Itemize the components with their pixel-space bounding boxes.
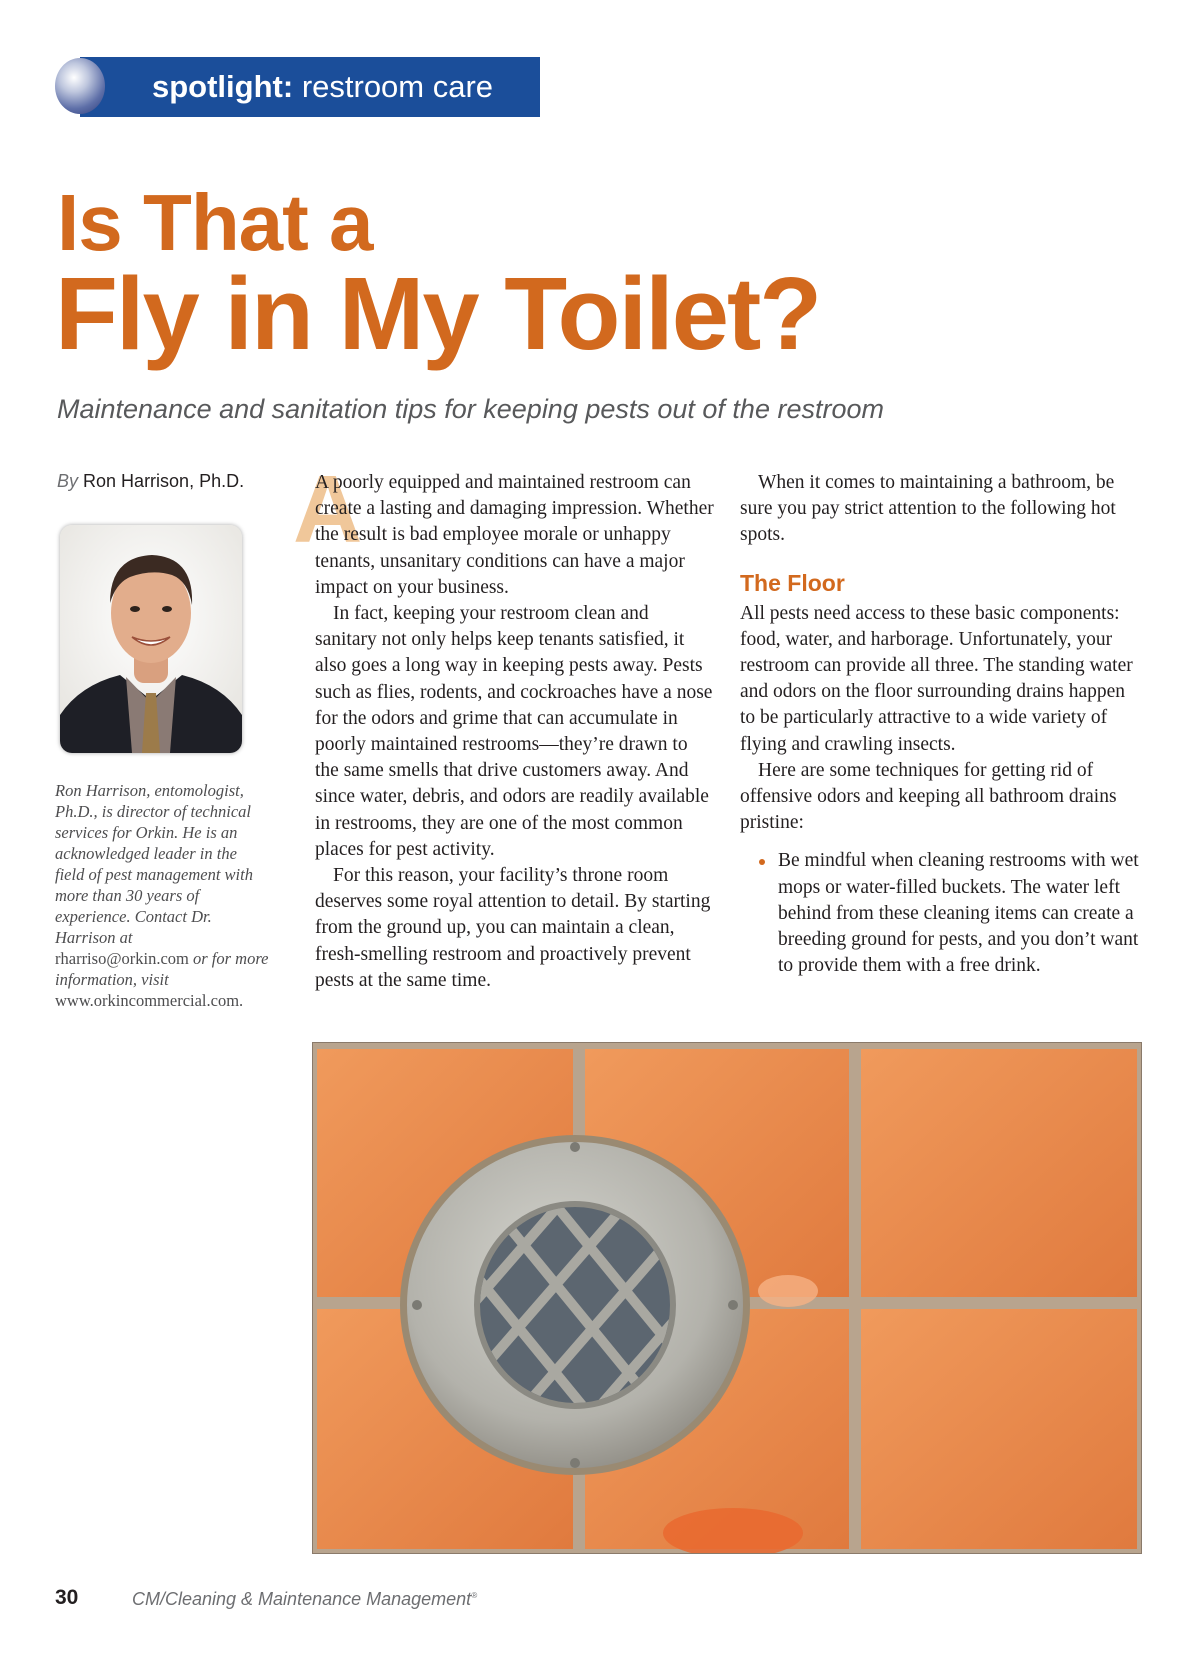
author-website-link[interactable]: www.orkincommercial.com.: [55, 991, 244, 1010]
section-label: [152, 67, 493, 107]
publication-name: [132, 1589, 477, 1610]
article-column-2: [740, 470, 1140, 979]
author-bio-text: Ron Harrison, entomologist, Ph.D., is director of technical services for Orkin. He is an acknowledged leader in the field of pest management with more than 30 years of experience. Contact Dr. Harrison at: [55, 781, 253, 947]
headline-line-1: Is That a: [57, 178, 373, 267]
section-banner-edge: [536, 57, 539, 117]
paragraph: All pests need access to these basic components: food, water, and harborage. Unfortunately, your restroom can provide all three. The standing water and odors on the floor surrounding drains happen to be particularly attractive to a wide variety of flying and crawling insects.: [740, 602, 1133, 755]
article-column-1: [315, 470, 715, 994]
list-item: Be mindful when cleaning restrooms with wet mops or water-filled buckets. The water left behind from these cleaning items can create a breeding ground for pests, and you don’t want to provide them with a free drink.: [778, 848, 1140, 979]
author-bio: [55, 780, 270, 1011]
author-bio-middle: or for more information, visit: [55, 949, 269, 989]
registered-mark: ®: [471, 1591, 478, 1600]
byline: [57, 470, 244, 492]
paragraph: In fact, keeping your restroom clean and sanitary not only helps keep tenants satisfied, it also goes a long way in keeping pests away. Pests such as flies, rodents, and cockroaches have a nose for the odors and grime that can accumulate in poorly maintained restrooms—they’re drawn to the same smells that drive customers away. And since water, debris, and odors are readily available in restrooms, they are one of the most common places for pest activity.: [315, 603, 713, 860]
section-label-topic: restroom care: [301, 69, 494, 104]
drop-cap: A: [293, 456, 363, 563]
byline-prefix: By: [57, 471, 79, 491]
paragraph: Here are some techniques for getting rid of offensive odors and keeping all bathroom drains pristine:: [740, 759, 1117, 834]
paragraph: A poorly equipped and maintained restroom can create a lasting and damaging impression. Whether the result is bad employee morale or unhappy tenants, unsanitary conditions can have a major impact on your business.: [315, 472, 714, 598]
section-heading: The Floor: [740, 569, 845, 596]
byline-author: Ron Harrison, Ph.D.: [83, 471, 245, 491]
author-photo: [60, 525, 242, 753]
section-label-bold: spotlight:: [152, 69, 294, 104]
tips-list: [740, 848, 1140, 979]
author-email-link[interactable]: rharriso@orkin.com: [55, 949, 189, 968]
publication-title: CM/Cleaning & Maintenance Management: [132, 1589, 472, 1609]
page-number: 30: [55, 1586, 79, 1609]
banner-sphere-icon: [55, 58, 105, 114]
headline-line-2: Fly in My Toilet?: [55, 256, 821, 371]
floor-drain-photo: [312, 1042, 1142, 1554]
subheadline: Maintenance and sanitation tips for keeping pests out of the restroom: [57, 394, 884, 424]
paragraph: For this reason, your facility’s throne room deserves some royal attention to detail. By starting from the ground up, you can maintain a clean, fresh-smelling restroom and proactively prevent pests at the same time.: [315, 865, 711, 991]
paragraph: When it comes to maintaining a bathroom, be sure you pay strict attention to the following hot spots.: [740, 472, 1116, 546]
